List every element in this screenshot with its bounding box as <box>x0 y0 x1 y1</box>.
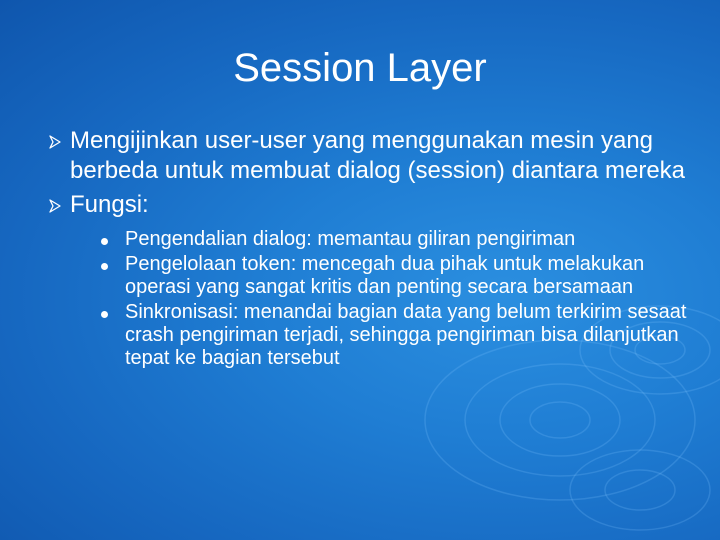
dot-bullet-icon <box>101 311 108 318</box>
bullet-text: Mengijinkan user-user yang menggunakan mesin yang berbeda untuk membuat dialog (session) diantara mereka <box>70 127 686 184</box>
sub-bullet-item <box>100 253 698 299</box>
sub-bullet-item <box>100 228 698 251</box>
bullet-item <box>48 190 698 370</box>
sub-bullet-list <box>100 228 698 370</box>
bullet-item <box>48 126 698 186</box>
dot-bullet-icon <box>101 238 108 245</box>
sub-bullet-text: Sinkronisasi: menandai bagian data yang belum terkirim sesaat crash pengiriman terjadi, sehingga pengiriman bisa dilanjutkan tepat ke bagian tersebut <box>125 301 687 369</box>
arrow-bullet-icon <box>48 199 62 213</box>
sub-bullet-text: Pengelolaan token: mencegah dua pihak untuk melakukan operasi yang sangat kritis dan penting secara bersamaan <box>125 253 645 298</box>
slide-title: Session Layer <box>233 46 487 90</box>
dot-bullet-icon <box>101 263 108 270</box>
sub-bullet-item <box>100 301 698 370</box>
slide-body <box>48 126 698 374</box>
sub-bullet-text: Pengendalian dialog: memantau giliran pengiriman <box>125 228 576 250</box>
bullet-text: Fungsi: <box>70 191 149 218</box>
arrow-bullet-icon <box>48 135 62 149</box>
